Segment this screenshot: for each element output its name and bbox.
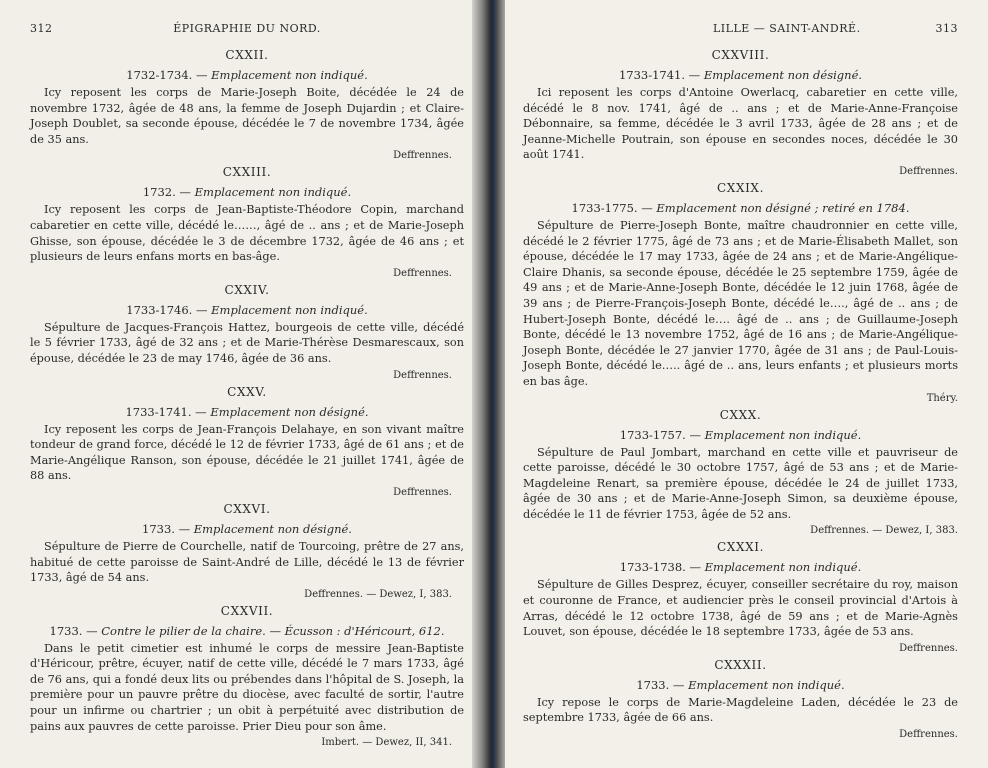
entry-source: Deffrennes. [899,165,958,177]
entry-text: Sépulture de Paul Jombart, marchand en cette ville et pauvriseur de cette paroisse, décédé le 30 octobre 1757, âgé de 53 ans ; et de Marie-Magdeleine Renart, sa première épouse, décédée le 24 de juillet 1733, âgée de 30 ans ; et de Marie-Anne-Joseph Simon, sa deuxième épouse, décédée le 11 de février 1753, âgée de 52 ans. [523,445,958,521]
entry-location: Emplacement non indiqué. [194,185,352,200]
running-head-right [523,22,958,44]
entry-location: Contre le pilier de la chaire. — Écusson : d'Héricourt, 612. [101,623,445,638]
entry-dates: 1733-1746. — [126,302,208,317]
inscription-entry-cxxii [30,48,464,161]
entry-text: Ici reposent les corps d'Antoine Owerlacq, cabaretier en cette ville, décédé le 8 nov. 1741, âgé de .. ans ; et de Marie-Anne-Françoise Débonnaire, sa femme, décédée le 3 avril 1733, âgée de 28 ans ; et de Jeanne-Michelle Poutrain, son épouse en secondes noces, décédée le 30 août 1741. [523,86,958,162]
entry-text: Sépulture de Gilles Desprez, écuyer, conseiller secrétaire du roy, maison et couronne de France, et audiencier près le conseil provincial d'Artois à Arras, décédé le 12 octobre 1738, âgé de 59 ans ; et de Marie-Agnès Louvet, son épouse, décédée le 18 septembre 1733, âgée de 53 ans. [523,578,958,639]
inscription-entry-cxxxi [523,540,958,653]
entry-date-heading [30,405,464,419]
entry-date-heading [30,68,464,82]
entry-number: CXXIII. [222,165,272,180]
entry-date-heading [523,428,958,442]
entry-text: Sépulture de Jacques-François Hattez, bourgeois de cette ville, décédé le 5 février 1733, âgé de 32 ans ; et de Marie-Thérèse Desmarescaux, son épouse, décédée le 23 de may 1746, âgée de 36 ans. [30,320,464,365]
entry-number: CXXVII. [220,603,274,618]
entry-source: Deffrennes. [899,642,958,654]
entry-location: Emplacement non indiqué. [704,560,862,575]
entry-dates: 1733-1757. — [619,427,701,442]
entry-text: Dans le petit cimetier est inhumé le corps de messire Jean-Baptiste d'Héricour, prêtre, écuyer, natif de cette ville, décédé le 7 mars 1733, âgé de 76 ans, qui a fondé deux lits ou prébendes dans l'hôpital de S. Joseph, la première pour un pauvre prêtre du diocèse, avec faculté de sortir, l'autre pour un infirme ou chartrier ; un obit à perpétuité avec distribution de pains aux pauvres de cette paroisse. Prier Dieu pour son âme. [30,641,464,733]
inscription-entry-cxxxii [523,658,958,740]
entry-number: CXXIX. [717,180,764,195]
entry-dates: 1733. — [49,623,98,638]
entry-date-heading [523,560,958,574]
entry-date-heading [30,185,464,199]
entry-number: CXXX. [719,407,762,422]
entry-text: Icy reposent les corps de Jean-François Delahaye, en son vivant maître tondeur de grand force, décédé le 12 de février 1733, âgé de 61 ans ; et de Marie-Angélique Ranson, son épouse, décédée le 21 juillet 1741, âgée de 88 ans. [30,422,464,483]
entry-location: Emplacement non indiqué. [211,302,368,317]
entry-location: Emplacement non indiqué. [704,427,862,442]
entry-number: CXXIV. [224,282,270,297]
entry-location: Emplacement non désigné. [703,68,863,82]
inscription-entry-cxxiii [30,165,464,278]
entry-dates: 1733-1741. — [125,404,207,419]
entry-number: CXXXII. [714,657,767,672]
right-page [505,0,988,768]
inscription-entry-cxxiv [30,283,464,381]
entry-text: Sépulture de Pierre-Joseph Bonte, maître chaudronnier en cette ville, décédé le 2 février 1775, âgé de 73 ans ; et de Marie-Élisabeth Mallet, son épouse, décédée le 17 may 1733, âgée de 24 ans ; et de Marie-Angélique-Claire Dhanis, sa seconde épouse, décédée le 25 septembre 1759, âgée de 49 ans ; et de Marie-Anne-Joseph Bonte, décédée le 12 juin 1768, âgée de 39 ans ; de Pierre-François-Joseph Bonte, décédé le…., âgé de .. ans ; de Hubert-Joseph Bonte, décédé le…. âgé de .. ans ; de Guillaume-Joseph Bonte, décédé le 13 novembre 1752, âgé de 16 ans ; de Marie-Angélique-Joseph Bonte, décédée le 27 janvier 1770, âgée de 31 ans ; de Paul-Louis-Joseph Bonte, décédé le….. âgé de .. ans, leurs enfants ; et plusieurs morts en bas âge. [523,218,958,388]
page-number-left: 312 [30,22,53,35]
entry-date-heading [30,624,464,638]
running-title-left: ÉPIGRAPHIE DU NORD. [173,22,321,35]
entry-number: CXXVI. [223,501,271,516]
entry-source: Imbert. — Dewez, II, 341. [321,737,452,749]
entry-number: CXXII. [225,48,269,62]
inscription-entry-cxxix [523,181,958,404]
entry-dates: 1732-1734. — [126,68,208,82]
entry-date-heading [523,678,958,692]
entry-location: Emplacement non désigné. [193,521,352,536]
page-number-right: 313 [935,22,958,35]
entry-dates: 1732. — [142,185,191,200]
entry-text: Icy reposent les corps de Jean-Baptiste-Théodore Copin, marchand cabaretier en cette ville, décédé le……, âgé de .. ans ; et de Marie-Joseph Ghisse, son épouse, décédée le 3 de décembre 1732, âgée de 46 ans ; et plusieurs de leurs enfans morts en bas-âge. [30,203,464,264]
entry-text: Icy reposent les corps de Marie-Joseph Boite, décédée le 24 de novembre 1732, âgée de 48 ans, la femme de Joseph Dujardin ; et Claire-Joseph Doublet, sa seconde épouse, décédée le 7 de novembre 1734, âgée de 35 ans. [30,86,464,146]
entry-dates: 1733. — [636,677,685,692]
running-head-left [30,22,464,44]
inscription-entry-cxxviii [523,48,958,177]
entry-text: Sépulture de Pierre de Courchelle, natif de Tourcoing, prêtre de 27 ans, habitué de cette paroisse de Saint-André de Lille, décédé le 13 de février 1733, âgé de 54 ans. [30,539,464,585]
entry-source: Deffrennes. — Dewez, I, 383. [810,525,958,537]
entry-location: Emplacement non désigné ; retiré en 1784. [656,200,910,215]
inscription-entry-cxxvi [30,502,464,600]
entry-dates: 1733-1738. — [619,560,701,575]
entry-source: Deffrennes. [393,369,452,381]
entry-date-heading [30,303,464,317]
entry-source: Deffrennes. [393,150,452,162]
entry-source: Deffrennes. — Dewez, I, 383. [304,588,452,600]
left-page [0,0,480,768]
entry-text: Icy repose le corps de Marie-Magdeleine Laden, décédée le 23 de septembre 1733, âgée de 66 ans. [523,695,958,725]
inscription-entry-cxxv [30,385,464,498]
entry-date-heading [523,68,958,82]
entry-number: CXXV. [227,384,267,399]
entry-number: CXXXI. [717,540,764,555]
entry-source: Deffrennes. [393,486,452,498]
inscription-entry-cxxx [523,408,958,537]
entry-location: Emplacement non désigné. [210,404,369,419]
entry-location: Emplacement non indiqué. [211,68,368,82]
entry-source: Théry. [926,392,958,404]
entry-source: Deffrennes. [899,729,958,741]
entry-dates: 1733-1775. — [571,200,653,215]
inscription-entry-cxxvii [30,604,464,749]
running-title-right: LILLE — SAINT-ANDRÉ. [713,22,861,35]
entry-dates: 1733-1741. — [618,68,701,82]
entry-date-heading [30,522,464,536]
entry-source: Deffrennes. [393,267,452,279]
entry-number: CXXVIII. [711,48,770,62]
entry-dates: 1733. — [142,521,191,536]
entry-location: Emplacement non indiqué. [688,677,845,692]
entry-date-heading [523,201,958,215]
